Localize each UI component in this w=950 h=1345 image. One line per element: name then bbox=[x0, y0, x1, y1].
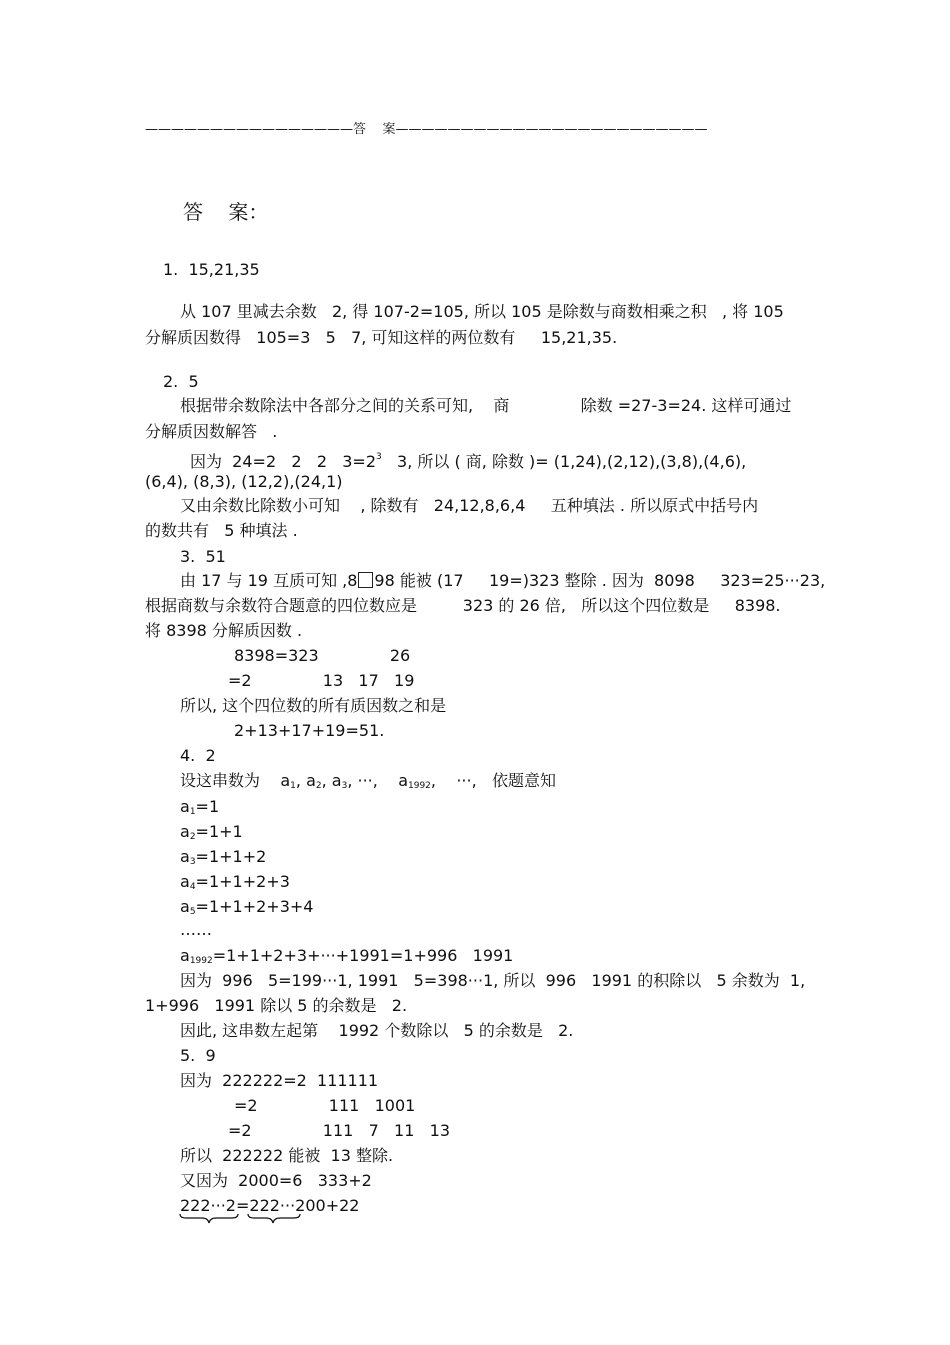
page-header: ————————————————答 案———————————————————————— bbox=[145, 122, 708, 137]
answer-1-text-1: 从 107 里减去余数 2, 得 107-2=105, 所以 105 是除数与商数相乘之积 , 将 105 bbox=[180, 302, 784, 321]
answer-2-text-1: 根据带余数除法中各部分之间的关系可知, 商 除数 =27-3=24. 这样可通过 bbox=[180, 396, 792, 415]
answer-3-text-1: 由 17 与 19 互质可知 ,8 98 能被 (17 19=)323 整除 . 因为 8098 323=25···23, bbox=[180, 571, 826, 590]
answer-4-a3: $a_3=1+1+2$ bbox=[180, 847, 267, 867]
answer-5-text-2: 所以 222222 能被 13 整除. bbox=[180, 1146, 394, 1165]
answer-4-a1: $a_1=1$ bbox=[180, 797, 220, 817]
answer-3-text-3: 将 8398 分解质因数 . bbox=[145, 621, 303, 640]
answer-5-text-3: 又因为 2000=6 333+2 bbox=[180, 1171, 372, 1190]
answer-2-text-4: (6,4), (8,3), (12,2),(24,1) bbox=[145, 472, 343, 491]
answer-3-eq-3: 2+13+17+19=51. bbox=[234, 721, 385, 740]
answer-5-heading: 5. 9 bbox=[180, 1046, 216, 1065]
page-title: 答 案： bbox=[183, 200, 269, 224]
answer-2-heading: 2. 5 bbox=[163, 372, 199, 391]
blank-box bbox=[358, 572, 373, 588]
answer-3-eq-2: =2 13 17 19 bbox=[228, 671, 415, 690]
answer-2-text-2: 分解质因数解答 . bbox=[145, 422, 278, 441]
answer-4-heading: 4. 2 bbox=[180, 746, 216, 765]
answer-4-a5: $a_5=1+1+2+3+4$ bbox=[180, 897, 314, 917]
answer-2-text-3: 因为 24=2 2 2 $3=2^3$ 3, 所以 ( 商, 除数 )= (1,24),(2,12),(3,8),(4,6), bbox=[190, 452, 747, 471]
answer-5-text-1: 因为 222222=2 111111 bbox=[180, 1071, 379, 1090]
answer-3-text-2: 根据商数与余数符合题意的四位数应是 323 的 26 倍, 所以这个四位数是 8398. bbox=[145, 596, 781, 615]
answer-4-a1992: $a_{1992}=1+1+2+3+\cdot\cdot\cdot+1991=1+996$ 1991 bbox=[180, 946, 514, 966]
answer-5-eq-2: =2 111 7 11 13 bbox=[228, 1121, 450, 1140]
answer-2-text-5: 又由余数比除数小可知 , 除数有 24,12,8,6,4 五种填法 . 所以原式中括号内 bbox=[180, 496, 759, 515]
answer-4-text-1: 设这串数为 $a_1$, $a_2$, $a_3$, ···, $a_{1992}$, ···, 依题意知 bbox=[180, 771, 556, 791]
answer-5-text-4: 222···2=222···200+22 bbox=[180, 1196, 360, 1215]
answer-3-eq-1: 8398=323 26 bbox=[234, 646, 411, 665]
answer-4-text-2: 因为 996 5=199···1, 1991 5=398···1, 所以 996 1991 的积除以 5 余数为 1, bbox=[180, 971, 806, 990]
underbrace-icon bbox=[178, 1212, 308, 1226]
answer-3-heading: 3. 51 bbox=[180, 547, 226, 566]
answer-4-text-4: 因此, 这串数左起第 1992 个数除以 5 的余数是 2. bbox=[180, 1021, 574, 1040]
answer-5-eq-1: =2 111 1001 bbox=[234, 1096, 416, 1115]
answer-2-text-6: 的数共有 5 种填法 . bbox=[145, 521, 298, 540]
exponent: 3 bbox=[376, 452, 382, 462]
answer-4-text-3: 1+996 1991 除以 5 的余数是 2. bbox=[145, 996, 408, 1015]
answer-1-heading: 1. 15,21,35 bbox=[163, 260, 260, 279]
answer-1-text-2: 分解质因数得 105=3 5 7, 可知这样的两位数有 15,21,35. bbox=[145, 328, 618, 347]
answer-4-ellipsis: …… bbox=[180, 920, 212, 939]
answer-4-a4: $a_4=1+1+2+3$ bbox=[180, 872, 290, 892]
answer-4-a2: $a_2=1+1$ bbox=[180, 822, 243, 842]
answer-3-text-4: 所以, 这个四位数的所有质因数之和是 bbox=[180, 696, 447, 715]
